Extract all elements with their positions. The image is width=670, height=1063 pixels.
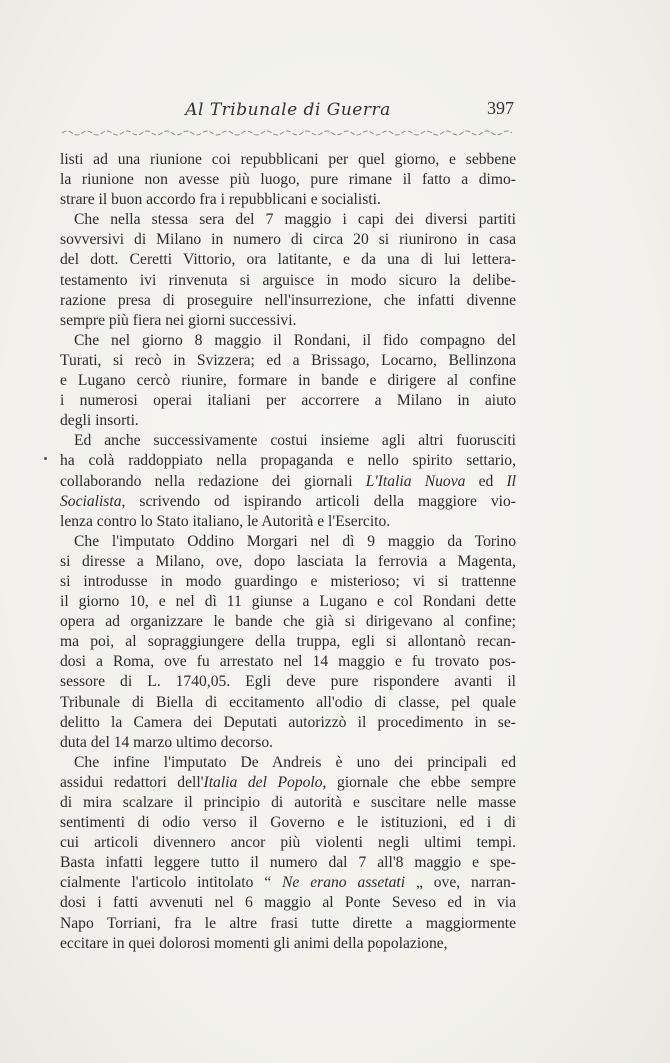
page-number: 397 bbox=[487, 98, 514, 118]
text-line: e Lugano cercò riunire, formare in bande e dirigere al confine bbox=[60, 372, 516, 390]
text-line: cui articoli divennero ancor più violenti negli ultimi tempi. bbox=[60, 834, 516, 852]
decorative-rule bbox=[62, 128, 514, 138]
paragraph bbox=[60, 150, 516, 210]
text-line: cialmente l'articolo intitolato “ Ne erano assetati „ ove, narran- bbox=[60, 874, 517, 892]
text-line: testamento ivi rinvenuta si arguisce in modo sicuro la delibe- bbox=[60, 271, 516, 289]
text-line: Che nella stessa sera del 7 maggio i capi dei diversi partiti bbox=[74, 211, 516, 229]
wavy-rule-icon bbox=[62, 128, 514, 138]
text-line: ma poi, al sopraggiungere della truppa, egli si allontanò recan- bbox=[60, 633, 516, 651]
text-line: i numerosi operai italiani per accorrere a Milano in aiuto bbox=[60, 392, 516, 410]
ink-speck bbox=[44, 457, 47, 460]
text-line: sentimenti di odio verso il Governo e le istituzioni, ed i di bbox=[60, 814, 516, 832]
text-line: sessore di L. 1740,05. Egli deve pure rispondere avanti il bbox=[60, 673, 516, 691]
text-line: degli insorti. bbox=[60, 412, 139, 430]
text-line: Turati, si recò in Svizzera; ed a Brissago, Locarno, Bellinzona bbox=[60, 351, 516, 369]
text-line: Basta infatti leggere tutto il numero dal 7 all'8 maggio e spe- bbox=[60, 854, 516, 872]
text-line: eccitare in quei dolorosi momenti gli animi della popolazione, bbox=[60, 934, 448, 952]
text-line: listi ad una riunione coi repubblicani per quel giorno, e sebbene bbox=[60, 151, 516, 168]
text-line: Socialista, scrivendo od ispirando articoli della maggiore vio- bbox=[60, 492, 516, 510]
text-line: assidui redattori dell'Italia del Popolo, giornale che ebbe sempre bbox=[60, 773, 516, 791]
text-line: si introdusse in modo guardingo e misterioso; vi si trattenne bbox=[60, 572, 516, 590]
text-line: strare il buon accordo fra i repubblicani e socialisti. bbox=[60, 191, 381, 209]
text-line: dosi a Roma, ove fu arrestato nel 14 maggio e fu trovato pos- bbox=[60, 653, 516, 671]
running-head bbox=[62, 100, 514, 126]
paragraph bbox=[60, 753, 516, 954]
text-line: lenza contro lo Stato italiano, le Autorità e l'Esercito. bbox=[60, 512, 391, 530]
paragraph bbox=[60, 210, 516, 331]
text-line: di mira scalzare il principio di autorità e suscitare nelle masse bbox=[60, 794, 516, 811]
running-title: Al Tribunale di Guerra bbox=[185, 100, 391, 120]
text-line: delitto la Camera dei Deputati autorizzò il procedimento in se- bbox=[60, 713, 516, 731]
paragraph bbox=[60, 331, 516, 431]
text-line: Tribunale di Biella di eccitamento all'odio di classe, pel quale bbox=[60, 693, 516, 711]
text-line: collaborando nella redazione dei giornali L'Italia Nuova ed Il bbox=[60, 472, 517, 490]
text-line: sovversivi di Milano in numero di circa 20 si riunirono in casa bbox=[60, 231, 516, 249]
text-line: il giorno 10, e nel dì 11 giunse a Lugano e col Rondani dette bbox=[60, 593, 516, 611]
text-line: opera ad organizzare le bande che già si dirigevano al confine; bbox=[60, 613, 516, 631]
text-line: la riunione non avesse più luogo, pure rimane il fatto a dimo- bbox=[60, 171, 516, 189]
text-line: si diresse a Milano, ove, dopo lasciata la ferrovia a Magenta, bbox=[60, 552, 516, 570]
paragraph bbox=[60, 532, 516, 753]
text-line: del dott. Ceretti Vittorio, ora latitante, e da una di lui lettera- bbox=[60, 251, 516, 269]
text-line: razione presa di proseguire nell'insurrezione, che infatti divenne bbox=[60, 291, 516, 309]
text-line: duta del 14 marzo ultimo decorso. bbox=[60, 733, 274, 751]
text-line: sempre più fiera nei giorni successivi. bbox=[60, 311, 297, 329]
text-line: Che nel giorno 8 maggio il Rondani, il fido compagno del bbox=[74, 331, 516, 349]
text-line: Che l'imputato Oddino Morgari nel dì 9 maggio da Torino bbox=[74, 532, 516, 550]
text-line: dosi i fatti avvenuti nel 6 maggio al Ponte Seveso ed in via bbox=[60, 894, 516, 912]
text-line: Napo Torriani, fra le altre frasi tutte dirette a maggiormente bbox=[60, 914, 516, 932]
text-line: Che infine l'imputato De Andreis è uno dei principali ed bbox=[74, 753, 516, 771]
paragraph bbox=[60, 431, 516, 531]
body-text bbox=[60, 150, 516, 954]
text-line: Ed anche successivamente costui insieme agli altri fuorusciti bbox=[74, 432, 516, 450]
text-line: ha colà raddoppiato nella propaganda e nello spirito settario, bbox=[60, 452, 516, 470]
